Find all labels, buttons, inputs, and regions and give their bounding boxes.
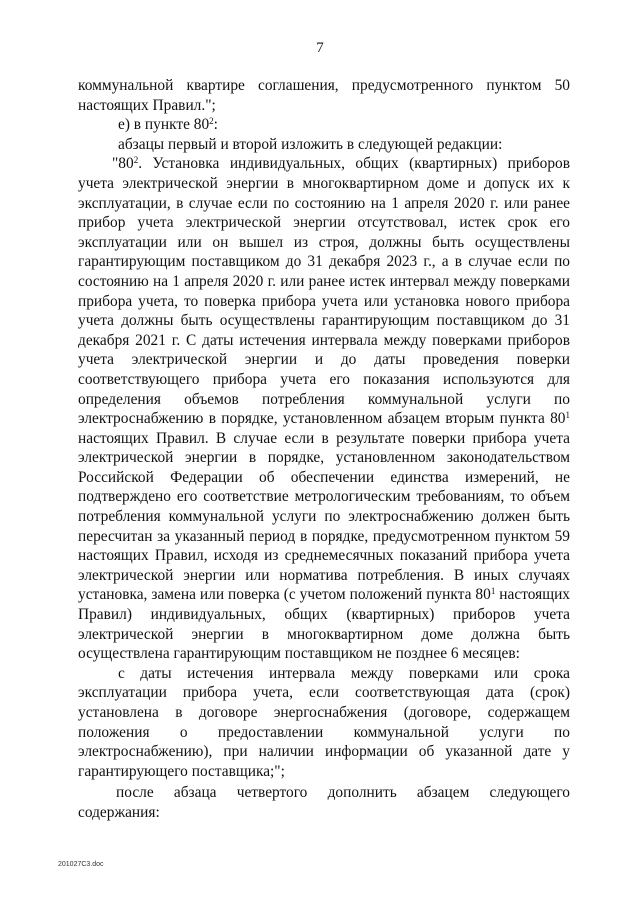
paragraph-item-e [78,115,570,135]
clause-ref-superscript-2: 1 [490,586,496,597]
item-e-text: е) в пункте 80 [118,116,210,134]
footer-file-code: 201027С3.doc [58,861,104,868]
clause-ref-superscript-1: 1 [565,410,570,421]
page-number: 7 [316,40,324,56]
document-body [78,76,570,823]
paragraph-instruction: абзацы первый и второй изложить в следующей редакции: [118,135,503,153]
clause-number-superscript: 2 [133,155,139,166]
paragraph-addition: после абзаца четвертого дополнить абзацем следующего содержания: [78,784,570,821]
item-e-superscript: 2 [209,116,214,127]
item-e-tail: : [213,116,218,134]
clause-text-part-b: настоящих Правил. В случае если в результате поверки прибора учета электрической энергии в порядке, установленном законодательством Российской Федерации об обеспечении единства измерений, не подтверждено его соответствие метрологическим требованиям, то объем потребления коммунальной услуги по электроснабжению должен быть пересчитан за указанный период в порядке, предусмотренном пунктом 59 настоящих Правил, исходя из среднемесячных показаний прибора учета электрической энергии или норматива потребления. В иных случаях установка, замена или поверка (с учетом положений пункта 80 [78,429,570,604]
paragraph-continuation: коммунальной квартире соглашения, предусмотренного пунктом 50 настоящих Правил."; [78,77,570,114]
paragraph-quoted-clause [78,154,570,663]
clause-text-part-a: . Установка индивидуальных, общих (квартирных) приборов учета электрической энергии в многоквартирном доме и допуск их к эксплуатации, в случае если по состоянию на 1 апреля 2020 г. или ранее прибор учета электрической энергии отсутствовал, истек срок его эксплуатации или он вышел из строя, должны быть осуществлены гарантирующим поставщиком до 31 декабря 2023 г., а в случае если по состоянию на 1 апреля 2020 г. или ранее истек интервал между поверками прибора учета, то поверка прибора учета или установка нового прибора учета должны быть осуществлены гарантирующим поставщиком до 31 декабря 2021 г. С даты истечения интервала между поверками приборов учета электрической энергии и до даты проведения поверки соответствующего прибора учета его показания используются для определения объемов потребления коммунальной услуги по электроснабжению в порядке, установленном абзацем вторым пункта 80 [78,155,570,428]
clause-text-part-c: настоящих Правил) индивидуальных, общих (квартирных) приборов учета электрической энергии в многоквартирном доме должна быть осуществлена гарантирующим поставщиком не позднее 6 месяцев: [78,586,570,663]
paragraph-condition: с даты истечения интервала между поверками или срока эксплуатации прибора учета, если соответствующая дата (срок) установлена в договоре энергоснабжения (договоре, содержащем положения о предоставлении коммунальной услуги по электроснабжению), при наличии информации об указанной дате у гарантирующего поставщика;"; [78,664,570,780]
clause-number: "80 [112,155,134,173]
